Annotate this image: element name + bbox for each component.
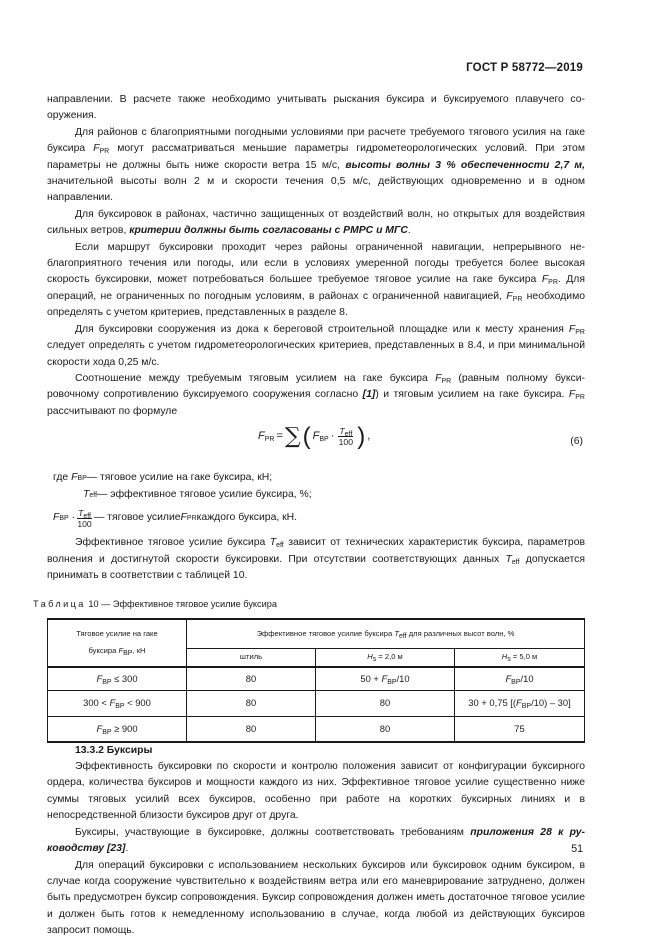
sum-symbol: ∑ bbox=[284, 423, 301, 449]
fraction: $\frac{T_{eff}}{100}$ bbox=[77, 508, 92, 530]
paragraph: Для районов с благоприятными погодными условиями при расчете требуемого тягового усилия на гаке буксира $F_{PR}$ могут рассматриваться меньшие параметры гидрометеорологических условий. При этом параметры не должны быть ниже скорости ветра 15 м/с, высоты волны 3 % обеспеченности 2,7 м, значительной высоты волн 2 м и скорости течения 0,5 м/с, действующих одновременно и в одном направлении. bbox=[47, 126, 585, 204]
table-cell: $50 + F_{BP}/10$ bbox=[316, 667, 455, 691]
page-number: 51 bbox=[571, 843, 583, 855]
table-cell: 80 bbox=[316, 691, 455, 717]
paragraph: Соотношение между требуемым тяговым усилием на гаке буксира $F_{PR}$ (равным полному буксировочному сопротивлению буксируемого сооружения согласно [1]) и тяговым усилием на гаке буксира. $F_{PR}$ рассчитывают по формуле bbox=[47, 372, 586, 417]
formula-number: (6) bbox=[570, 436, 583, 448]
table-cell: 75 bbox=[455, 717, 585, 742]
where-line: T eff — эффективное тяговое усилие буксира, %; bbox=[83, 489, 312, 501]
paragraph: Эффективное тяговое усилие буксира $T_{eff}$ зависит от технических характеристик буксира, параметров волнения и достигнутой скорости буксировки. При отсутствии соответствующих данных $T_{eff}$ допускается принимать в соответствии с таблицей 10. bbox=[47, 537, 586, 581]
where-line: F BP · $\frac{T_{eff}}{100}$ — тяговое усилие F PR каждого буксира, кН. bbox=[53, 508, 298, 530]
table-header-cell: Тяговое усилие на гаке буксира $F_{BP}$, кН bbox=[48, 619, 187, 667]
table-header-cell: $H_s = 5,0$ м bbox=[455, 649, 585, 667]
paragraph: направлении. В расчете также необходимо учитывать рыскания буксира и буксируемого плавучего сооружения. bbox=[47, 94, 585, 122]
table-header-cell: Эффективное тяговое усилие буксира $T_{eff}$ для различных высот волн, % bbox=[187, 619, 585, 649]
section-heading: 13.3.2 Буксиры bbox=[75, 744, 153, 756]
table-row bbox=[48, 667, 585, 691]
table-cell: $F_{BP}/10$ bbox=[455, 667, 585, 691]
table-cell: $F_{BP} \ge 900$ bbox=[48, 717, 187, 742]
paragraph: Для буксировок в районах, частично защищенных от воздействий волн, но открытых для воздействия сильных ветров, критерии должны быть согласованы с РМРС и МГС. bbox=[47, 208, 585, 237]
table-caption: Таблица 10 — Эффективное тяговое усилие буксира bbox=[33, 599, 277, 610]
table-cell: $300 < F_{BP} < 900$ bbox=[48, 691, 187, 717]
table-row bbox=[48, 717, 585, 742]
fraction: $\frac{T_{eff}}{100}$ bbox=[338, 426, 353, 448]
table-cell: 30 + 0,75 $[(F_{BP}/10) - 30]$ bbox=[455, 691, 585, 717]
table-cell: 80 bbox=[187, 667, 316, 691]
table-cell: 80 bbox=[187, 717, 316, 742]
where-block bbox=[53, 470, 585, 529]
where-line: где F BP — тяговое усилие на гаке буксира, кН; bbox=[53, 472, 273, 484]
table-header-cell: $H_s = 2,0$ м bbox=[316, 649, 455, 667]
table-header-cell: штиль bbox=[187, 649, 316, 667]
table-cell: 80 bbox=[187, 691, 316, 717]
table-row bbox=[48, 691, 585, 717]
paragraph: Если маршрут буксировки проходит через районы ограниченной навигации, непрерывного неблагоприятного течения или погоды, или если в условиях умеренной погоды требуется более высокая скорость буксировки, может потребоваться большее требуемое тяговое усилие на гаке буксира $F_{PR}$. Для операций, не ограниченных по погодным условиям, в районах с ограниченной навигацией, $F_{PR}$ необходимо определять с учетом критериев, представленных в разделе 8. bbox=[47, 241, 585, 319]
paragraph: Для операций буксировки с использованием нескольких буксиров или буксировок одним буксиром, в случае когда сооружение чувствительно к воздействиям ветра или его маневрирование затруднено, должен быть предусмотрен буксир сопровождения. Буксир сопровождения должен иметь достаточное тяговое усилие и должен быть готов к немедленному использованию в случае, когда любой из действующих буксиров запросит помощь. bbox=[47, 859, 585, 937]
formula-6 bbox=[47, 424, 585, 466]
paragraph: Буксиры, участвующие в буксировке, должны соответствовать требованиям приложения 28 к руководству [23]. bbox=[47, 826, 586, 855]
effective-pull-table bbox=[47, 618, 585, 743]
paragraph: Для буксировки сооружения из дока к береговой строительной площадке или к месту хранения $F_{PR}$ следует определять с учетом гидрометеорологических критериев, представленных в 8.4, и при минимальной скорости хода 0,25 м/с. bbox=[47, 323, 585, 368]
standard-header: ГОСТ Р 58772—2019 bbox=[466, 62, 583, 74]
table-cell: 80 bbox=[316, 717, 455, 742]
document-body bbox=[33, 92, 586, 940]
formula-expression: $F_{PR}$ = ∑ ( $F_{BP}$ · $\frac{T_{eff}}{100}$ ) , bbox=[258, 422, 371, 450]
table-cell: $F_{BP} \le 300$ bbox=[48, 667, 187, 691]
paragraph: Эффективность буксировки по скорости и контролю положения зависит от конфигурации буксирного ордера, количества буксиров и мощности каждого из них. Эффективное тяговое усилие существенно ниже суммы тяговых усилий всех буксиров, особенно при работе на коротких буксирных линиях и в непосредственной близости буксиров друг от друга. bbox=[47, 761, 585, 822]
